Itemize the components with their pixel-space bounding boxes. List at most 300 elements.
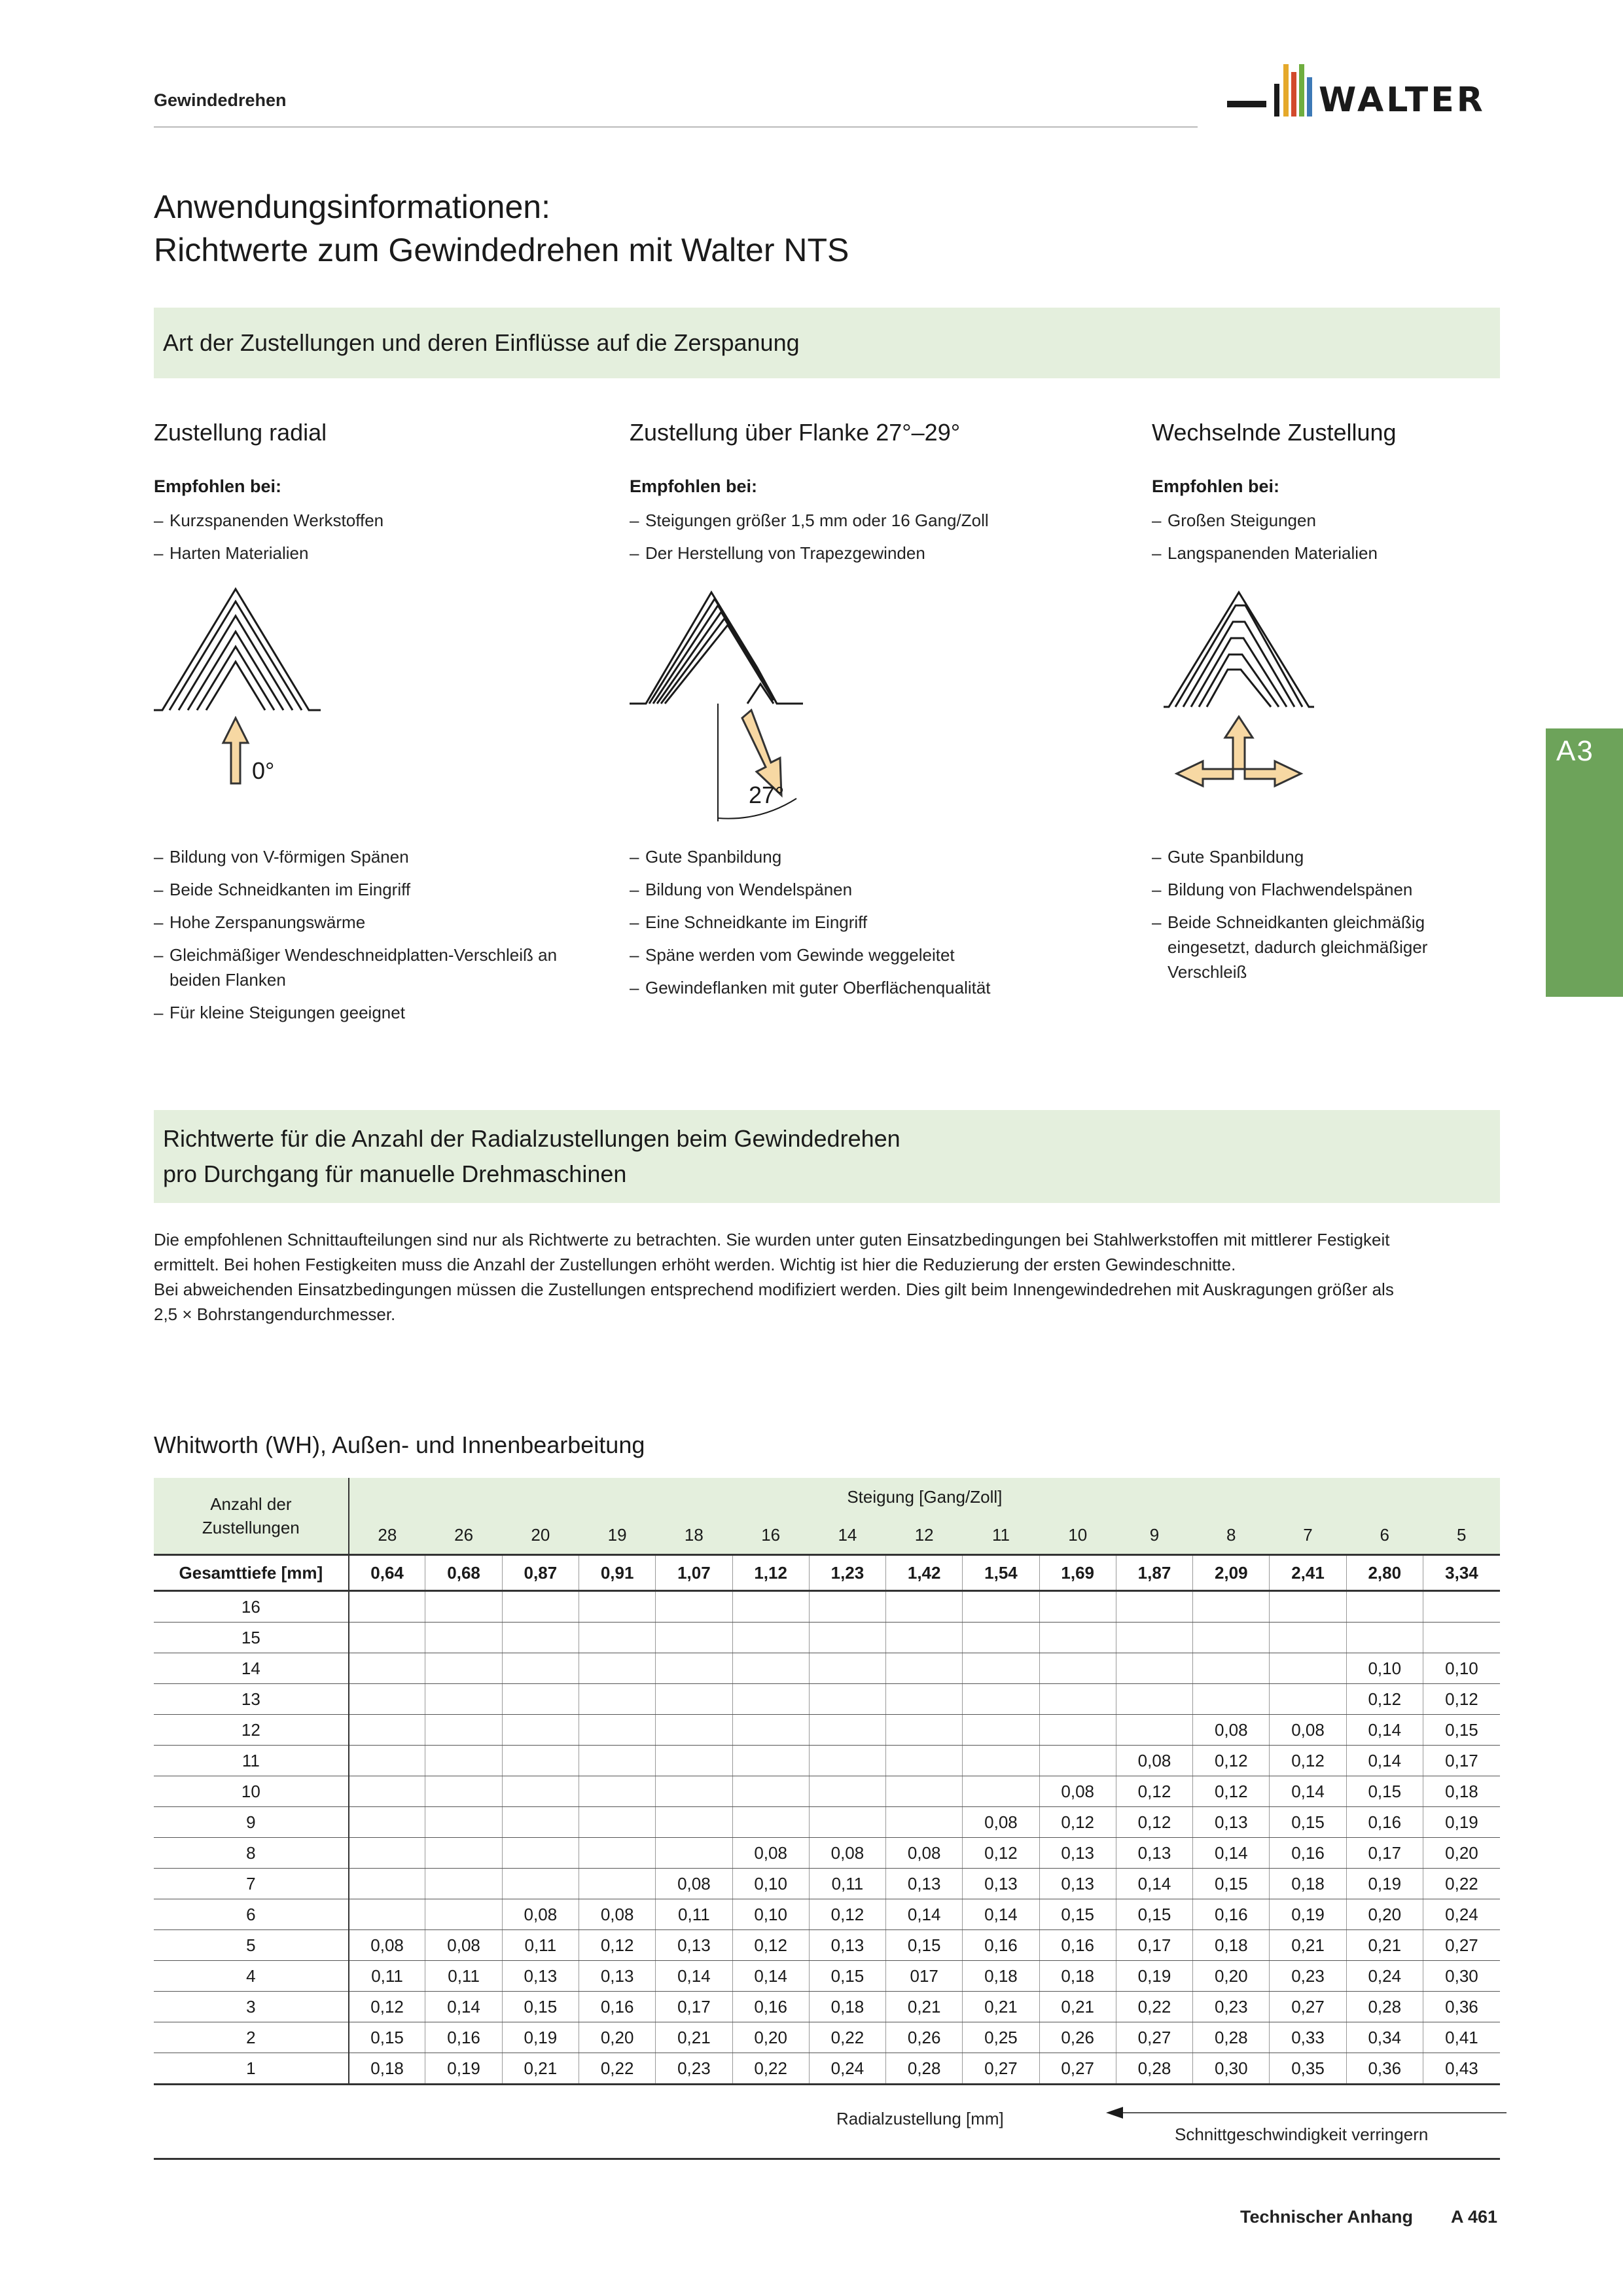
pitch-header-cell: 7: [1270, 1516, 1346, 1555]
infeed-value-cell: 0,08: [809, 1838, 885, 1869]
list-item: – Gewindeflanken mit guter Oberflächenqualität: [630, 975, 1101, 1000]
pitch-header-cell: 6: [1346, 1516, 1423, 1555]
row-header-line-2: Zustellungen: [202, 1518, 300, 1537]
infeed-value-cell: 0,24: [1423, 1899, 1500, 1930]
infeed-value-cell: 0,11: [502, 1930, 579, 1961]
radial-infeed-arrow: [223, 718, 248, 783]
infeed-value-cell: 0,15: [886, 1930, 963, 1961]
infeed-value-cell: 0,27: [1423, 1930, 1500, 1961]
infeed-value-cell: 0,12: [1116, 1776, 1192, 1807]
infeed-value-cell: 0,21: [656, 2022, 732, 2053]
infeed-value-cell: [1423, 1623, 1500, 1653]
list-item: – Beide Schneidkanten gleichmäßig eingesetzt, dadurch gleichmäßiger Verschleiß: [1152, 910, 1459, 984]
infeed-value-cell: 0,14: [1116, 1869, 1192, 1899]
infeed-value-cell: 0,12: [349, 1992, 425, 2022]
infeed-value-cell: [502, 1807, 579, 1838]
infeed-value-cell: [1039, 1591, 1116, 1623]
infeed-value-cell: 0,08: [425, 1930, 502, 1961]
total-depth-cell: 2,80: [1346, 1555, 1423, 1591]
logo-bar-5: [1307, 77, 1312, 117]
infeed-value-cell: [502, 1869, 579, 1899]
infeed-value-cell: [886, 1653, 963, 1684]
infeed-value-cell: 0,36: [1423, 1992, 1500, 2022]
infeed-value-cell: [656, 1838, 732, 1869]
infeed-value-cell: 017: [886, 1961, 963, 1992]
pitch-header-cell: 9: [1116, 1516, 1192, 1555]
infeed-value-cell: 0,21: [1039, 1992, 1116, 2022]
infeed-value-cell: 0,18: [809, 1992, 885, 2022]
total-depth-section: [154, 1555, 1500, 1591]
infeed-value-cell: [656, 1653, 732, 1684]
recommended-label-flank: Empfohlen bei:: [630, 476, 757, 496]
infeed-value-cell: 0,23: [1193, 1992, 1270, 2022]
table-bottom-rule: [154, 2158, 1500, 2160]
infeed-value-cell: 0,43: [1423, 2053, 1500, 2085]
infeed-value-cell: 0,24: [809, 2053, 885, 2085]
infeed-value-cell: 0,19: [425, 2053, 502, 2085]
logo-bar-2: [1283, 64, 1289, 117]
infeed-value-cell: 0,21: [1270, 1930, 1346, 1961]
section-band-radial-infeeds-line-1: Richtwerte für die Anzahl der Radialzustellungen beim Gewindedrehen: [163, 1125, 901, 1152]
infeed-value-cell: 0,41: [1423, 2022, 1500, 2053]
infeed-value-cell: [886, 1776, 963, 1807]
infeed-value-cell: [656, 1591, 732, 1623]
infeed-value-cell: [732, 1746, 809, 1776]
table-row: [154, 1807, 1500, 1838]
page-title-line-2: Richtwerte zum Gewindedrehen mit Walter NTS: [154, 232, 849, 268]
infeed-value-cell: 0,08: [656, 1869, 732, 1899]
paragraph-line: Die empfohlenen Schnittaufteilungen sind nur als Richtwerte zu betrachten. Sie wurden unter guten Einsatzbedingungen bei Stahlwerkstoffen mit mittlerer Festigkeit: [154, 1230, 1390, 1249]
infeed-value-cell: 0,15: [349, 2022, 425, 2053]
infeed-value-cell: [963, 1591, 1039, 1623]
infeed-value-cell: [656, 1684, 732, 1715]
pitch-header-cell: 12: [886, 1516, 963, 1555]
infeed-value-cell: [349, 1653, 425, 1684]
infeed-value-cell: [809, 1623, 885, 1653]
total-depth-cell: 1,54: [963, 1555, 1039, 1591]
infeed-value-cell: 0,28: [1116, 2053, 1192, 2085]
infeed-value-cell: [1039, 1715, 1116, 1746]
infeed-value-cell: [1116, 1591, 1192, 1623]
effects-list-radial: [154, 844, 560, 1033]
table-row: [154, 1623, 1500, 1653]
infeed-value-cell: 0,08: [349, 1930, 425, 1961]
infeed-value-cell: [502, 1746, 579, 1776]
infeed-value-cell: 0,22: [1116, 1992, 1192, 2022]
list-item: – Gute Spanbildung: [630, 844, 1101, 869]
infeed-value-cell: 0,19: [502, 2022, 579, 2053]
total-depth-cell: 0,64: [349, 1555, 425, 1591]
infeed-value-cell: [502, 1776, 579, 1807]
infeed-value-cell: [732, 1591, 809, 1623]
infeed-value-cell: 0,16: [1039, 1930, 1116, 1961]
infeed-value-cell: 0,18: [1423, 1776, 1500, 1807]
infeed-value-cell: [809, 1746, 885, 1776]
flank-angle-label: 27°: [749, 781, 785, 808]
infeed-value-cell: [579, 1838, 655, 1869]
infeed-value-cell: [732, 1715, 809, 1746]
table-row: [154, 2022, 1500, 2053]
infeed-value-cell: [656, 1776, 732, 1807]
infeed-number-cell: 8: [154, 1838, 349, 1869]
infeed-value-cell: 0,25: [963, 2022, 1039, 2053]
infeed-value-cell: [732, 1623, 809, 1653]
list-item: – Harten Materialien: [154, 537, 383, 569]
infeed-value-cell: 0,13: [1039, 1869, 1116, 1899]
reduce-speed-caption: Schnittgeschwindigkeit verringern: [1175, 2125, 1429, 2144]
infeed-value-cell: 0,08: [502, 1899, 579, 1930]
infeed-value-cell: [656, 1715, 732, 1746]
pitch-header-cell: 26: [425, 1516, 502, 1555]
total-depth-cell: 0,68: [425, 1555, 502, 1591]
infeed-value-cell: 0,27: [1270, 1992, 1346, 2022]
infeed-value-cell: 0,10: [732, 1869, 809, 1899]
infeed-value-cell: 0,14: [1193, 1838, 1270, 1869]
infeed-value-cell: 0,28: [1193, 2022, 1270, 2053]
list-item: – Steigungen größer 1,5 mm oder 16 Gang/Zoll: [630, 504, 989, 537]
table-row: [154, 1930, 1500, 1961]
infeed-value-cell: 0,13: [502, 1961, 579, 1992]
chapter-tab-label: A3: [1556, 735, 1594, 767]
infeed-value-cell: 0,20: [1423, 1838, 1500, 1869]
footer-section-name: Technischer Anhang: [1240, 2207, 1414, 2227]
infeed-value-cell: [732, 1684, 809, 1715]
infeed-value-cell: 0,11: [656, 1899, 732, 1930]
infeed-value-cell: [1193, 1653, 1270, 1684]
infeed-value-cell: 0,20: [1346, 1899, 1423, 1930]
infeed-value-cell: [579, 1715, 655, 1746]
infeed-value-cell: [425, 1899, 502, 1930]
infeed-value-cell: 0,13: [963, 1869, 1039, 1899]
list-item: – Gute Spanbildung: [1152, 844, 1459, 869]
infeed-value-cell: 0,15: [1270, 1807, 1346, 1838]
recommended-list-radial: [154, 504, 383, 569]
infeed-value-cell: 0,08: [1270, 1715, 1346, 1746]
infeed-number-cell: 4: [154, 1961, 349, 1992]
total-depth-cell: 1,69: [1039, 1555, 1116, 1591]
list-item: – Für kleine Steigungen geeignet: [154, 1000, 560, 1025]
pitch-header-cell: 16: [732, 1516, 809, 1555]
infeed-value-cell: 0,14: [1346, 1746, 1423, 1776]
infeed-value-cell: 0,15: [1346, 1776, 1423, 1807]
infeed-value-cell: [425, 1838, 502, 1869]
infeed-value-cell: 0,12: [579, 1930, 655, 1961]
infeed-value-cell: 0,18: [963, 1961, 1039, 1992]
infeed-value-cell: 0,13: [579, 1961, 655, 1992]
infeed-value-cell: [1270, 1591, 1346, 1623]
infeed-value-cell: [1270, 1684, 1346, 1715]
effects-list-flank: [630, 844, 1101, 1008]
infeed-value-cell: [579, 1807, 655, 1838]
page-number: A 461: [1451, 2207, 1498, 2227]
infeed-number-cell: 2: [154, 2022, 349, 2053]
infeed-value-cell: 0,19: [1270, 1899, 1346, 1930]
infeed-value-cell: [349, 1715, 425, 1746]
infeed-value-cell: [1039, 1623, 1116, 1653]
infeed-value-cell: 0,12: [963, 1838, 1039, 1869]
infeed-value-cell: [349, 1591, 425, 1623]
infeed-value-cell: 0,18: [1270, 1869, 1346, 1899]
logo-bar-3: [1291, 72, 1296, 117]
infeed-number-cell: 6: [154, 1899, 349, 1930]
infeed-number-cell: 12: [154, 1715, 349, 1746]
infeed-value-cell: [809, 1807, 885, 1838]
total-depth-cell: 1,12: [732, 1555, 809, 1591]
column-heading-radial: Zustellung radial: [154, 419, 327, 446]
infeed-value-cell: [1039, 1653, 1116, 1684]
infeed-value-cell: 0,16: [425, 2022, 502, 2053]
infeed-value-cell: 0,11: [349, 1961, 425, 1992]
infeed-value-cell: [349, 1869, 425, 1899]
infeed-number-cell: 15: [154, 1623, 349, 1653]
infeed-value-cell: [963, 1653, 1039, 1684]
list-item: – Bildung von Flachwendelspänen: [1152, 877, 1459, 902]
pitch-group-header: Steigung [Gang/Zoll]: [349, 1478, 1500, 1516]
infeed-value-cell: 0,20: [732, 2022, 809, 2053]
infeed-value-cell: 0,21: [963, 1992, 1039, 2022]
section-label: Gewindedrehen: [154, 90, 287, 110]
infeed-value-cell: 0,22: [1423, 1869, 1500, 1899]
infeed-number-cell: 7: [154, 1869, 349, 1899]
radial-infeed-illustration: [154, 579, 330, 789]
infeed-value-cell: [656, 1746, 732, 1776]
infeed-number-cell: 3: [154, 1992, 349, 2022]
list-item: – Der Herstellung von Trapezgewinden: [630, 537, 989, 569]
infeed-value-cell: 0,27: [1116, 2022, 1192, 2053]
infeed-value-cell: 0,28: [1346, 1992, 1423, 2022]
infeed-value-cell: [809, 1653, 885, 1684]
infeed-number-cell: 1: [154, 2053, 349, 2085]
infeed-value-cell: [425, 1869, 502, 1899]
infeed-value-cell: [1116, 1653, 1192, 1684]
infeed-value-cell: 0,14: [656, 1961, 732, 1992]
infeed-value-cell: [579, 1869, 655, 1899]
infeed-number-cell: 16: [154, 1591, 349, 1623]
infeed-value-cell: 0,08: [732, 1838, 809, 1869]
infeed-value-cell: [1039, 1746, 1116, 1776]
infeed-value-cell: [732, 1653, 809, 1684]
list-item: – Eine Schneidkante im Eingriff: [630, 910, 1101, 935]
infeed-number-cell: 13: [154, 1684, 349, 1715]
infeed-value-cell: 0,34: [1346, 2022, 1423, 2053]
infeed-value-cell: 0,17: [1346, 1838, 1423, 1869]
infeed-value-cell: 0,15: [809, 1961, 885, 1992]
total-depth-row: [154, 1555, 1500, 1591]
infeed-value-cell: [349, 1807, 425, 1838]
infeed-value-cell: 0,13: [886, 1869, 963, 1899]
infeed-value-cell: 0,22: [732, 2053, 809, 2085]
list-item: – Langspanenden Materialien: [1152, 537, 1378, 569]
infeed-number-cell: 11: [154, 1746, 349, 1776]
table-row: [154, 1869, 1500, 1899]
infeed-value-cell: [1193, 1591, 1270, 1623]
table-row: [154, 1715, 1500, 1746]
table-row: [154, 1838, 1500, 1869]
infeed-value-cell: [579, 1684, 655, 1715]
infeed-value-cell: [502, 1591, 579, 1623]
infeed-value-cell: [349, 1776, 425, 1807]
infeed-value-cell: 0,16: [1346, 1807, 1423, 1838]
infeed-value-cell: 0,12: [1270, 1746, 1346, 1776]
radial-infeed-caption: Radialzustellung [mm]: [836, 2109, 1004, 2128]
infeed-value-cell: 0,10: [1346, 1653, 1423, 1684]
section-band-radial-infeeds: [154, 1110, 1500, 1203]
list-item: – Kurzspanenden Werkstoffen: [154, 504, 383, 537]
infeed-value-cell: [1193, 1684, 1270, 1715]
logo-bar-4: [1299, 64, 1304, 117]
infeed-value-cell: 0,21: [1346, 1930, 1423, 1961]
infeed-value-cell: 0,16: [1270, 1838, 1346, 1869]
infeed-value-cell: 0,16: [963, 1930, 1039, 1961]
total-depth-cell: 1,87: [1116, 1555, 1192, 1591]
infeed-value-cell: [579, 1623, 655, 1653]
infeed-value-cell: 0,20: [579, 2022, 655, 2053]
infeed-table: [154, 1478, 1500, 2085]
infeed-value-cell: [349, 1684, 425, 1715]
infeed-value-cell: 0,23: [656, 2053, 732, 2085]
section-band-infeed-types-text: Art der Zustellungen und deren Einflüsse auf die Zerspanung: [163, 329, 800, 356]
infeed-value-cell: 0,14: [1270, 1776, 1346, 1807]
infeed-value-cell: [809, 1684, 885, 1715]
infeed-value-cell: 0,15: [1423, 1715, 1500, 1746]
infeed-value-cell: 0,16: [732, 1992, 809, 2022]
list-item: – Gleichmäßiger Wendeschneidplatten-Verschleiß an beiden Flanken: [154, 942, 560, 992]
logo-bar-dash: [1227, 101, 1266, 107]
logo-text: WALTER: [1319, 81, 1486, 120]
table-row: [154, 1746, 1500, 1776]
total-depth-cell: 2,09: [1193, 1555, 1270, 1591]
infeed-value-cell: 0,13: [1193, 1807, 1270, 1838]
infeed-value-cell: 0,08: [963, 1807, 1039, 1838]
infeed-value-cell: 0,18: [349, 2053, 425, 2085]
list-item: – Bildung von Wendelspänen: [630, 877, 1101, 902]
total-depth-cell: 2,41: [1270, 1555, 1346, 1591]
infeed-value-cell: 0,21: [886, 1992, 963, 2022]
infeed-value-cell: [809, 1715, 885, 1746]
infeed-number-cell: 9: [154, 1807, 349, 1838]
recommended-label-alternating: Empfohlen bei:: [1152, 476, 1279, 496]
infeed-value-cell: 0,30: [1193, 2053, 1270, 2085]
paragraph-line: ermittelt. Bei hohen Festigkeiten muss die Anzahl der Zustellungen erhöht werden. Wichtig ist hier die Reduzierung der ersten Gewindeschnitte.: [154, 1255, 1236, 1274]
infeed-value-cell: [809, 1776, 885, 1807]
infeed-value-cell: 0,16: [579, 1992, 655, 2022]
infeed-value-cell: [656, 1623, 732, 1653]
total-depth-label: Gesamttiefe [mm]: [154, 1555, 349, 1591]
column-heading-alternating: Wechselnde Zustellung: [1152, 419, 1397, 446]
infeed-value-cell: [425, 1591, 502, 1623]
infeed-value-cell: 0,19: [1116, 1961, 1192, 1992]
pitch-header-cell: 18: [656, 1516, 732, 1555]
infeed-value-cell: [425, 1807, 502, 1838]
recommended-list-alternating: [1152, 504, 1378, 569]
total-depth-cell: 1,23: [809, 1555, 885, 1591]
alternating-infeed-arrow: [1177, 717, 1301, 786]
infeed-value-cell: 0,33: [1270, 2022, 1346, 2053]
pitch-header-cell: 28: [349, 1516, 425, 1555]
total-depth-cell: 0,87: [502, 1555, 579, 1591]
infeed-value-cell: 0,28: [886, 2053, 963, 2085]
speed-arrow: [1106, 2106, 1507, 2119]
infeed-value-cell: [1193, 1623, 1270, 1653]
infeed-value-cell: 0,17: [1423, 1746, 1500, 1776]
infeed-number-cell: 10: [154, 1776, 349, 1807]
infeed-value-cell: 0,15: [1039, 1899, 1116, 1930]
infeed-value-cell: [425, 1715, 502, 1746]
infeed-value-cell: 0,08: [1193, 1715, 1270, 1746]
infeed-value-cell: 0,12: [732, 1930, 809, 1961]
infeed-value-cell: [579, 1746, 655, 1776]
infeed-value-cell: [656, 1807, 732, 1838]
infeed-value-cell: [886, 1807, 963, 1838]
recommended-label-radial: Empfohlen bei:: [154, 476, 281, 496]
walter-logo: [1227, 59, 1502, 131]
infeed-value-cell: 0,11: [425, 1961, 502, 1992]
list-item: – Beide Schneidkanten im Eingriff: [154, 877, 560, 902]
infeed-value-cell: [963, 1746, 1039, 1776]
logo-bar-1: [1274, 84, 1279, 117]
infeed-value-cell: [732, 1776, 809, 1807]
infeed-value-cell: [1346, 1591, 1423, 1623]
section-band-infeed-types: [154, 308, 1500, 378]
paragraph-line: Bei abweichenden Einsatzbedingungen müssen die Zustellungen entsprechend modifiziert werden. Dies gilt beim Innengewindedrehen mit Auskragungen größer als: [154, 1280, 1394, 1299]
infeed-value-cell: 0,27: [1039, 2053, 1116, 2085]
infeed-number-cell: 5: [154, 1930, 349, 1961]
infeed-value-cell: 0,14: [1346, 1715, 1423, 1746]
list-item: – Späne werden vom Gewinde weggeleitet: [630, 942, 1101, 967]
infeed-value-cell: [963, 1684, 1039, 1715]
page-title-line-1: Anwendungsinformationen:: [154, 188, 550, 225]
paragraph-line: 2,5 × Bohrstangendurchmesser.: [154, 1304, 396, 1324]
infeed-value-cell: [425, 1623, 502, 1653]
infeed-value-cell: [1270, 1653, 1346, 1684]
infeed-value-cell: [579, 1653, 655, 1684]
infeed-value-cell: [1116, 1623, 1192, 1653]
infeed-value-cell: 0,12: [1346, 1684, 1423, 1715]
infeed-value-cell: 0,08: [1116, 1746, 1192, 1776]
list-item: – Bildung von V-förmigen Spänen: [154, 844, 560, 869]
flank-infeed-illustration: [630, 579, 846, 821]
infeed-value-cell: 0,12: [1423, 1684, 1500, 1715]
section-band-radial-infeeds-line-2: pro Durchgang für manuelle Drehmaschinen: [163, 1160, 627, 1187]
total-depth-cell: 0,91: [579, 1555, 655, 1591]
infeed-value-cell: 0,16: [1193, 1899, 1270, 1930]
info-paragraph: [154, 1227, 1502, 1327]
list-item: – Großen Steigungen: [1152, 504, 1378, 537]
infeed-value-cell: [963, 1623, 1039, 1653]
pitch-header-cell: 5: [1423, 1516, 1500, 1555]
infeed-value-cell: [886, 1715, 963, 1746]
infeed-value-cell: 0,12: [1116, 1807, 1192, 1838]
infeed-value-cell: 0,18: [1039, 1961, 1116, 1992]
infeed-value-cell: 0,14: [963, 1899, 1039, 1930]
infeed-value-cell: 0,12: [1193, 1746, 1270, 1776]
infeed-value-cell: [886, 1746, 963, 1776]
infeed-value-cell: [425, 1684, 502, 1715]
infeed-value-cell: [1270, 1623, 1346, 1653]
infeed-value-cell: 0,15: [502, 1992, 579, 2022]
infeed-value-cell: [1423, 1591, 1500, 1623]
header-rule: [154, 126, 1198, 128]
infeed-value-cell: 0,15: [1193, 1869, 1270, 1899]
infeed-number-cell: 14: [154, 1653, 349, 1684]
infeed-value-cell: 0,36: [1346, 2053, 1423, 2085]
infeed-value-cell: [425, 1776, 502, 1807]
infeed-value-cell: [886, 1684, 963, 1715]
infeed-value-cell: 0,13: [809, 1930, 885, 1961]
infeed-value-cell: 0,30: [1423, 1961, 1500, 1992]
pitch-header-cell: 8: [1193, 1516, 1270, 1555]
radial-angle-label: 0°: [252, 757, 275, 784]
